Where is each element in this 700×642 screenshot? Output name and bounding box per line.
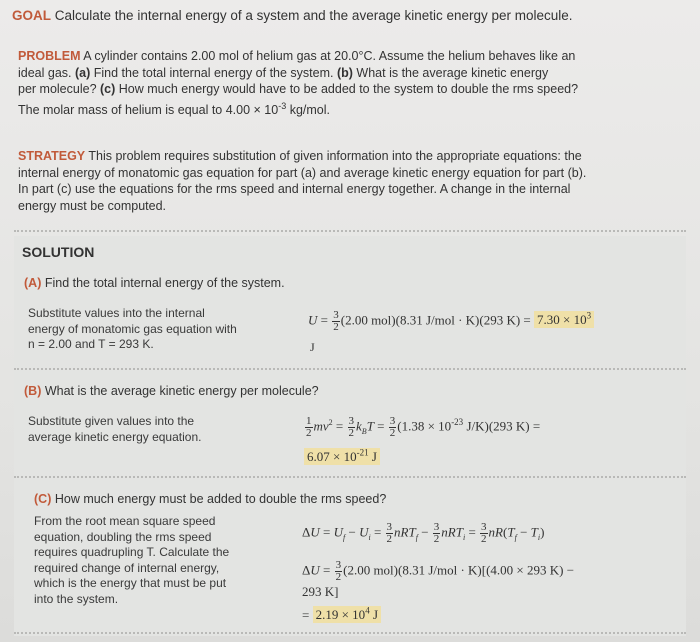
part-b-equation: $\frac{1}{2}$ $mv^2$ = $\frac{3}{2}$ $k_BT$ = $\frac{3}{2}$ ($1.38 \times 10^{-23}$ J/K)(293 K) =	[306, 415, 541, 439]
part-c-desc-2: equation, doubling the rms speed	[34, 529, 212, 544]
part-c-result-exp: 4	[365, 606, 370, 616]
part-a-result-value: 7.30 × 10	[537, 312, 587, 328]
part-a-desc-1: Substitute values into the internal	[28, 306, 205, 320]
goal-text: Calculate the internal energy of a system and the average kinetic energy per molecule.	[54, 8, 573, 23]
strategy-line-2: internal energy of monatomic gas equation for part (a) and average kinetic energy equation for part (b).	[18, 165, 587, 180]
problem-part-c: How much energy would have to be added to the system to double the rms speed?	[118, 82, 579, 96]
problem-line-1: A cylinder contains 2.00 mol of helium gas at 20.0°C. Assume the helium behaves like an	[83, 49, 576, 63]
part-b-result-value: 6.07 × 10	[307, 449, 357, 465]
part-a-label: (a)	[75, 65, 91, 80]
divider-a	[14, 368, 686, 370]
part-c-result-line: = $2.19 \times 10^4$ J	[302, 606, 381, 623]
part-b-result	[304, 448, 380, 465]
part-a-equation: U = $\frac{3}{2}$ (2.00 mol)(8.31 J/mol · K)(293 $K) = 7.30 \times 10^3$	[308, 310, 594, 333]
divider-b	[14, 476, 686, 478]
part-a-description	[28, 306, 288, 353]
part-c-unit: J	[372, 607, 378, 623]
part-a-letter: (A)	[24, 276, 42, 290]
part-b-label: (b)	[336, 65, 353, 80]
part-b-heading	[24, 384, 319, 398]
part-b-letter: (B)	[24, 384, 42, 398]
part-c-label: (c)	[100, 82, 116, 96]
part-c-title: How much energy must be added to double the rms speed?	[54, 492, 387, 506]
part-a-title: Find the total internal energy of the system.	[44, 276, 285, 290]
goal-line	[12, 8, 573, 23]
part-c-result-value: 2.19 × 10	[315, 607, 366, 623]
part-a-unit: J	[310, 340, 315, 354]
problem-line-2: ideal gas.	[18, 65, 72, 80]
part-b-eq-tail: J/K)(293 K) =	[466, 418, 541, 434]
divider-top	[14, 230, 686, 232]
part-a-heading	[24, 276, 285, 290]
molar-mass-unit: kg/mol.	[289, 102, 331, 117]
part-b-eq-main: (1.38 × 10	[397, 418, 452, 434]
problem-part-b: What is the average kinetic energy	[356, 65, 549, 80]
part-c-eq2-cont: 293 K]	[302, 584, 339, 599]
strategy-block	[18, 148, 688, 214]
part-c-equation-1: $\Delta U = U_f - U_i$ = $\frac{3}{2}$ nRT$_f$ − $\frac{3}{2}$ nRT$_i$ = $\frac{3}{2}$ $nR(T_f - T_i)$	[302, 521, 545, 545]
divider-bottom	[14, 632, 686, 634]
part-a-desc-2: energy of monatomic gas equation with	[28, 321, 237, 336]
part-c-desc-6: into the system.	[34, 591, 119, 606]
part-b-description	[28, 414, 288, 445]
part-c-description	[34, 514, 294, 607]
molar-mass-exponent: -3	[278, 100, 287, 111]
part-c-desc-4: required change of internal energy,	[34, 560, 220, 575]
part-c-equation-2: ΔU = $\frac{3}{2}$ (2.00 mol)(8.31 J/mol · K)[(4.00 × 293 K) −	[302, 559, 575, 583]
problem-block	[18, 48, 688, 118]
part-a-desc-3: n = 2.00 and T = 293 K.	[28, 337, 154, 351]
part-a-result-exp: 3	[586, 311, 592, 322]
part-c-desc-1: From the root mean square speed	[34, 514, 216, 528]
strategy-label: STRATEGY	[18, 149, 86, 163]
part-b-result-line	[304, 448, 380, 465]
part-c-desc-5: which is the energy that must be put	[34, 576, 227, 590]
part-c-result	[313, 606, 381, 623]
strategy-line-1: This problem requires substitution of given information into the appropriate equations: the	[88, 149, 582, 163]
part-b-desc-1: Substitute given values into the	[28, 414, 195, 428]
strategy-line-3: In part (c) use the equations for the rms speed and internal energy together. A change in the internal	[18, 182, 571, 196]
solution-label: SOLUTION	[22, 244, 95, 260]
problem-line-4: The molar mass of helium is equal to 4.00 × 10	[18, 102, 279, 117]
strategy-line-4: energy must be computed.	[18, 198, 166, 213]
part-c-eq2-main: (2.00 mol)(8.31 J/mol · K)[(4.00 × 293 K) −	[343, 562, 575, 578]
part-a-result	[534, 311, 594, 328]
part-c-heading	[34, 492, 386, 506]
part-c-desc-3: requires quadrupling T. Calculate the	[34, 545, 230, 559]
problem-label: PROBLEM	[18, 49, 81, 63]
part-c-letter: (C)	[34, 492, 52, 506]
part-b-desc-2: average kinetic energy equation.	[28, 429, 202, 444]
problem-part-a: Find the total internal energy of the system.	[93, 65, 334, 80]
part-b-result-exp: -21	[356, 448, 369, 458]
goal-label: GOAL	[12, 8, 51, 23]
problem-line-3: per molecule?	[18, 82, 97, 96]
part-b-eq-exp: -23	[451, 417, 464, 428]
part-a-eq-main: (2.00 mol)(8.31 J/mol · K)(293 K) =	[340, 312, 531, 328]
fraction-3-2: $\frac{3}{2}$	[333, 309, 339, 333]
part-b-unit: J	[371, 449, 377, 465]
part-b-title: What is the average kinetic energy per molecule?	[44, 384, 319, 398]
